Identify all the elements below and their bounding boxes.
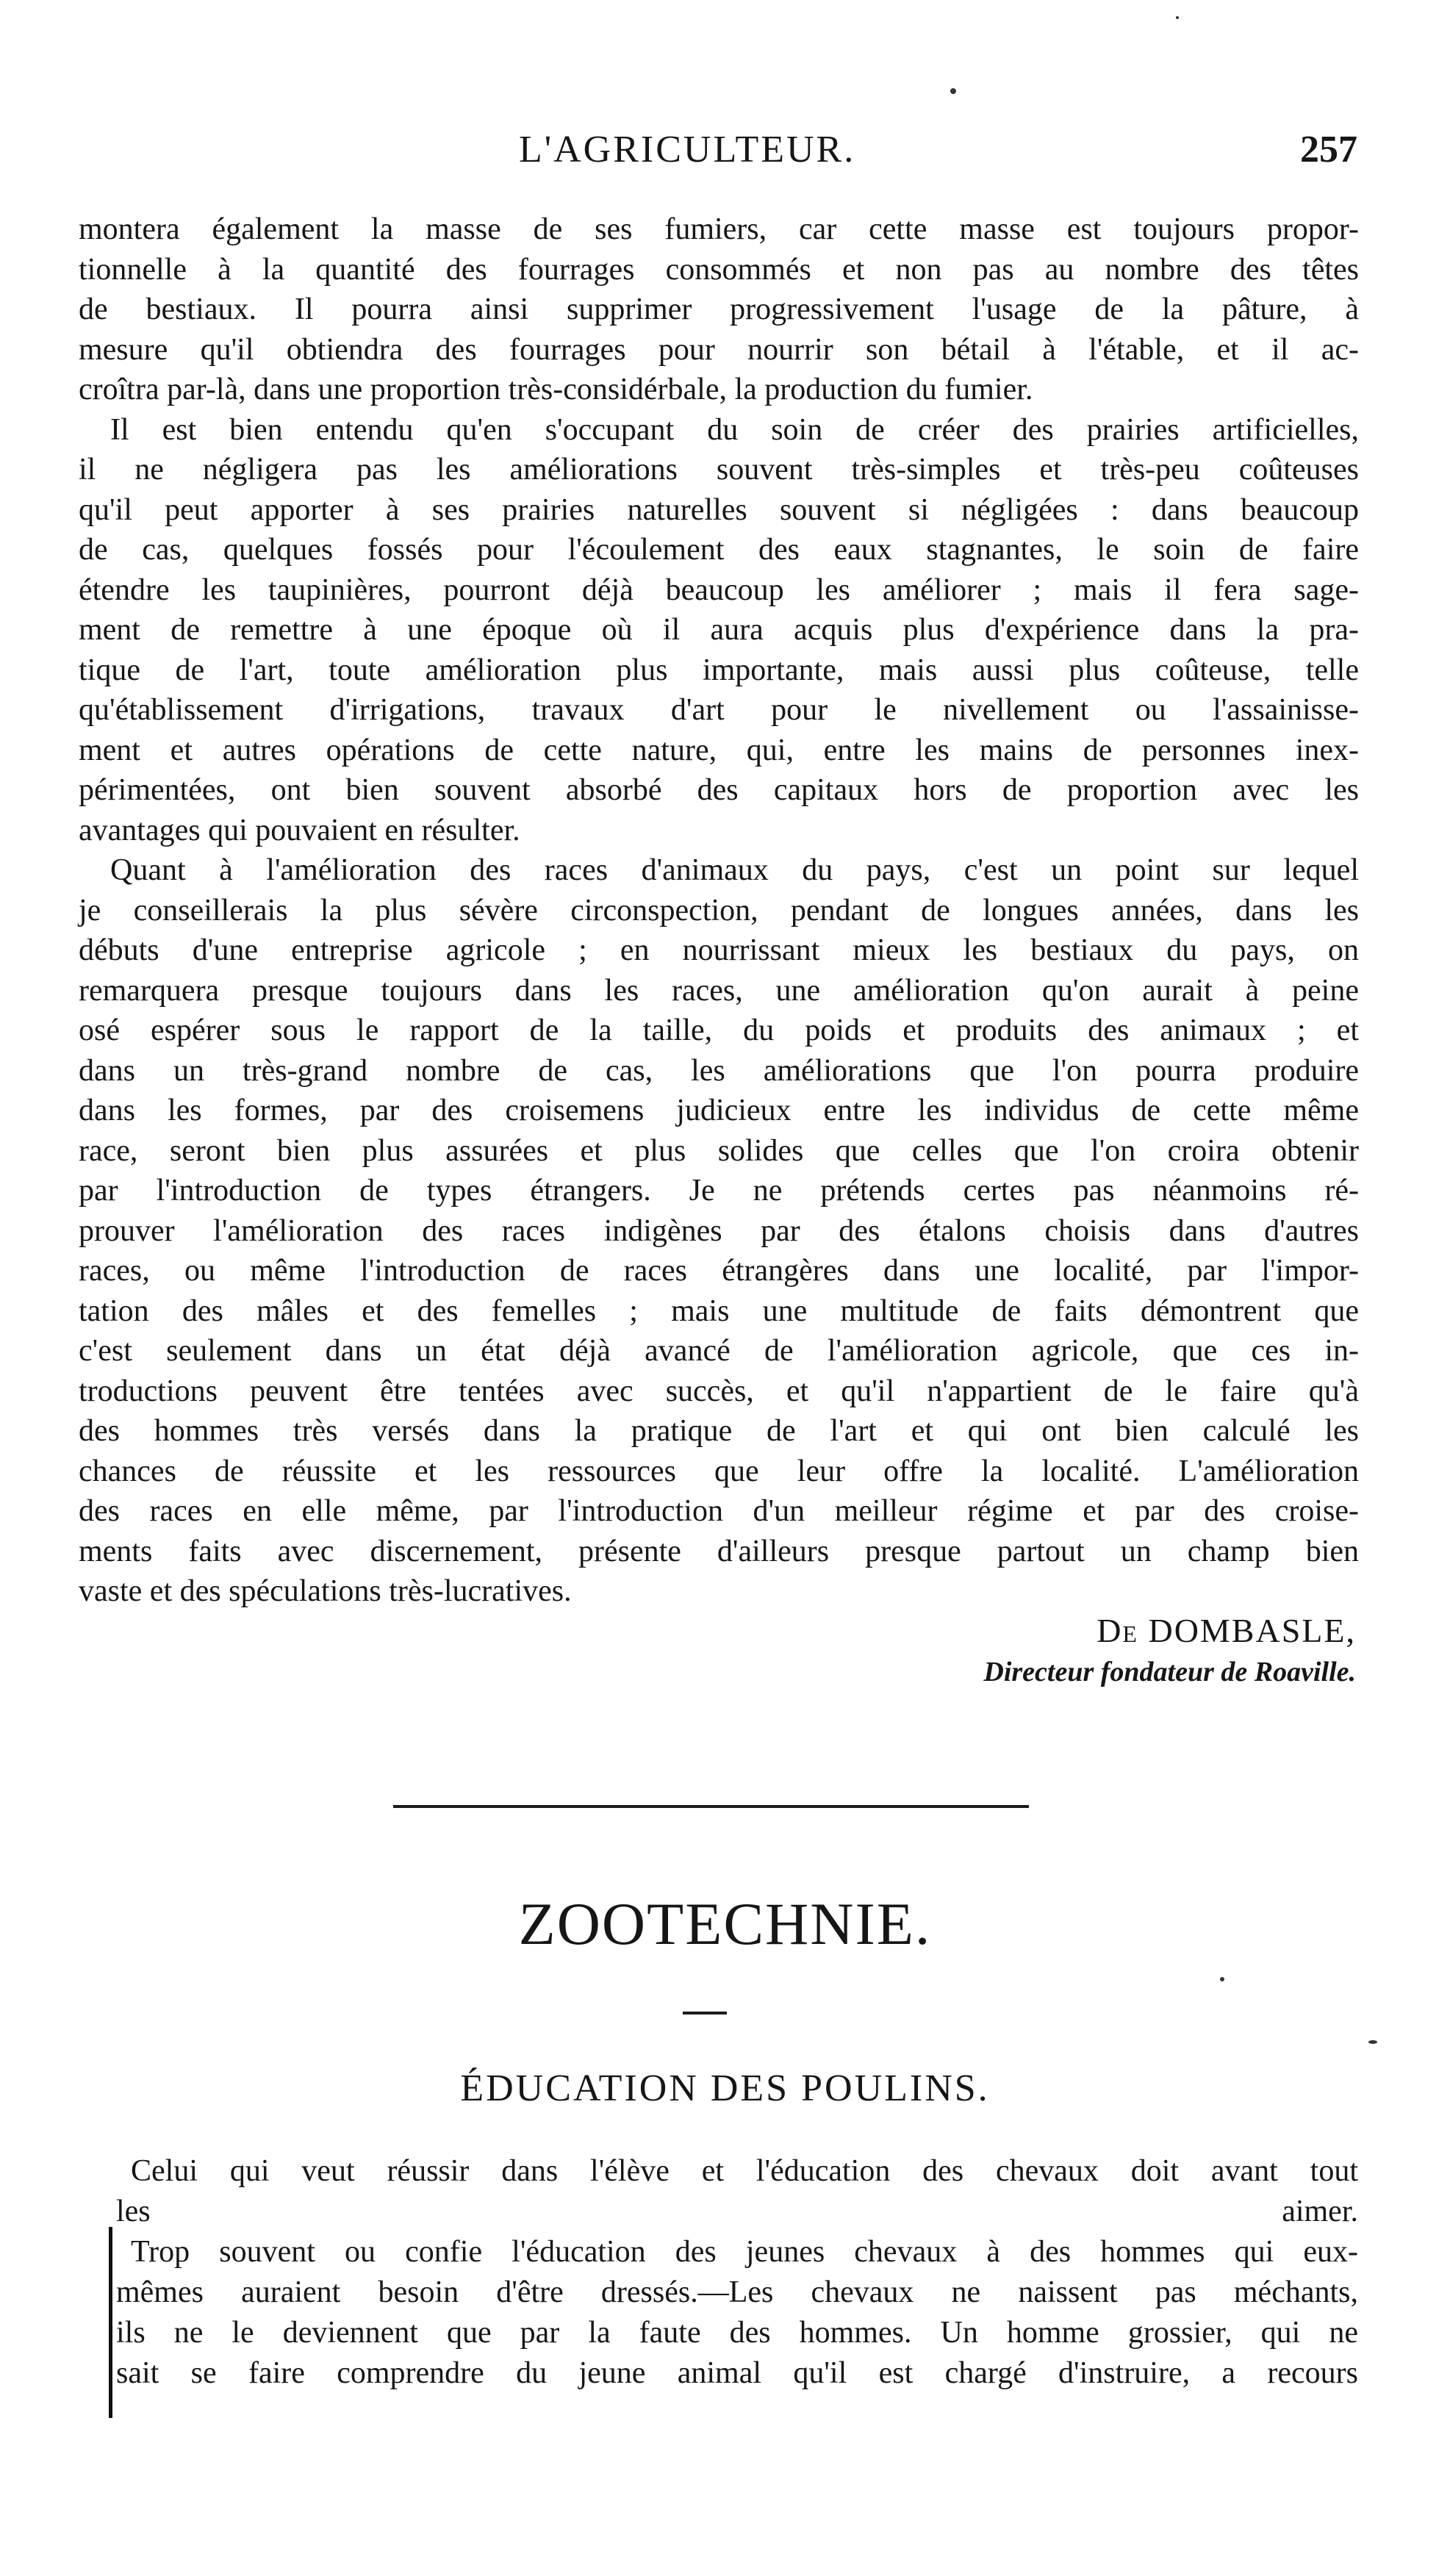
text-line: croîtra par-là, dans une proportion très-considérbale, la production du fumier. (79, 373, 1033, 406)
text-line: ment et autres opérations de cette nature, qui, entre les mains de personnes inex- (79, 733, 1359, 767)
running-head (0, 126, 1450, 173)
text-line: sait se faire comprendre du jeune animal qu'il est chargé d'instruire, a recours (116, 2356, 1358, 2390)
text-line: ment de remettre à une époque où il aura acquis plus d'expérience dans la pra- (79, 613, 1359, 647)
text-line: avantages qui pouvaient en résulter. (79, 813, 520, 847)
text-line: tionnelle à la quantité des fourrages consommés et non pas au nombre des têtes (79, 252, 1359, 287)
text-line: par l'introduction de types étrangers. Je ne prétends certes pas néanmoins ré- (79, 1174, 1359, 1208)
text-line: prouver l'amélioration des races indigènes par des étalons choisis dans d'autres (79, 1213, 1359, 1248)
text-line: races, ou même l'introduction de races étrangères dans une localité, par l'impor- (79, 1254, 1359, 1288)
section-subtitle: ÉDUCATION DES POULINS. (460, 2067, 990, 2109)
text-line: ils ne le deviennent que par la faute des hommes. Un homme grossier, qui ne (116, 2316, 1358, 2350)
text-line: je conseillerais la plus sévère circonspection, pendant de longues années, dans les (79, 893, 1359, 928)
text-line: qu'il peut apporter à ses prairies naturelles souvent si négligées : dans beaucoup (79, 492, 1359, 527)
text-line: Trop souvent ou confie l'éducation des jeunes chevaux à des hommes qui eux- (131, 2235, 1358, 2269)
text-line: tation des mâles et des femelles ; mais une multitude de faits démontrent que (79, 1294, 1359, 1328)
signature-name: De DOMBASLE, (1097, 1612, 1356, 1649)
ink-speck (1220, 1977, 1224, 1981)
text-line: les aimer. (116, 2195, 1358, 2228)
signature-block (983, 1611, 1356, 1692)
text-line: Quant à l'amélioration des races d'animaux du pays, c'est un point sur lequel (110, 853, 1359, 887)
text-line: vaste et des spéculations très-lucratives. (79, 1574, 572, 1608)
section-text (116, 2151, 1358, 2394)
ink-speck (950, 88, 956, 94)
margin-mark (109, 2227, 112, 2418)
text-line: remarquera presque toujours dans les races, une amélioration qu'on aurait à peine (79, 973, 1359, 1008)
text-line: tique de l'art, toute amélioration plus importante, mais aussi plus coûteuse, telle (79, 653, 1359, 687)
section-divider (393, 1805, 1029, 1808)
text-line: mesure qu'il obtiendra des fourrages pour nourrir son bétail à l'étable, et il ac- (79, 332, 1359, 367)
text-line: osé espérer sous le rapport de la taille, du poids et produits des animaux ; et (79, 1013, 1359, 1047)
text-line: troductions peuvent être tentées avec succès, et qu'il n'appartient de le faire qu'à (79, 1374, 1359, 1408)
page-number: 257 (1300, 129, 1357, 171)
text-line: qu'établissement d'irrigations, travaux d'art pour le nivellement ou l'assainisse- (79, 693, 1359, 727)
text-line: ments faits avec discernement, présente d'ailleurs presque partout un champ bien (79, 1534, 1359, 1568)
text-line: montera également la masse de ses fumiers, car cette masse est toujours propor- (79, 212, 1359, 246)
text-line: de bestiaux. Il pourra ainsi supprimer progressivement l'usage de la pâture, à (79, 293, 1359, 326)
text-line: Celui qui veut réussir dans l'élève et l'éducation des chevaux doit avant tout (131, 2154, 1358, 2188)
text-line: il ne négligera pas les améliorations souvent très-simples et très-peu coûteuses (79, 453, 1359, 487)
running-title: L'AGRICULTEUR. (519, 129, 856, 171)
text-line: dans un très-grand nombre de cas, les améliorations que l'on pourra produire (79, 1053, 1359, 1088)
section-title: ZOOTECHNIE. (518, 1890, 932, 1957)
ink-speck (1368, 2040, 1377, 2044)
title-dash (683, 2012, 727, 2014)
text-line: chances de réussite et les ressources que leur offre la localité. L'amélioration (79, 1454, 1359, 1488)
text-line: étendre les taupinières, pourront déjà beaucoup les améliorer ; mais il fera sage- (79, 573, 1359, 607)
text-line: dans les formes, par des croisemens judicieux entre les individus de cette même (79, 1094, 1359, 1127)
text-line: Il est bien entendu qu'en s'occupant du soin de créer des prairies artificielles, (110, 412, 1359, 447)
text-line: débuts d'une entreprise agricole ; en nourrissant mieux les bestiaux du pays, on (79, 933, 1359, 967)
article-text (79, 209, 1359, 1612)
text-line: de cas, quelques fossés pour l'écoulement des eaux stagnantes, le soin de faire (79, 533, 1359, 567)
text-line: mêmes auraient besoin d'être dressés.—Les chevaux ne naissent pas méchants, (116, 2275, 1358, 2309)
text-line: périmentées, ont bien souvent absorbé des capitaux hors de proportion avec les (79, 773, 1359, 807)
text-line: c'est seulement dans un état déjà avancé de l'amélioration agricole, que ces in- (79, 1334, 1359, 1368)
ink-speck (1176, 16, 1179, 19)
text-line: des hommes très versés dans la pratique de l'art et qui ont bien calculé les (79, 1414, 1359, 1448)
text-line: des races en elle même, par l'introduction d'un meilleur régime et par des croise- (79, 1494, 1359, 1528)
text-line: race, seront bien plus assurées et plus solides que celles que l'on croira obtenir (79, 1133, 1359, 1168)
signature-title: Directeur fondateur de Roaville. (983, 1657, 1356, 1687)
